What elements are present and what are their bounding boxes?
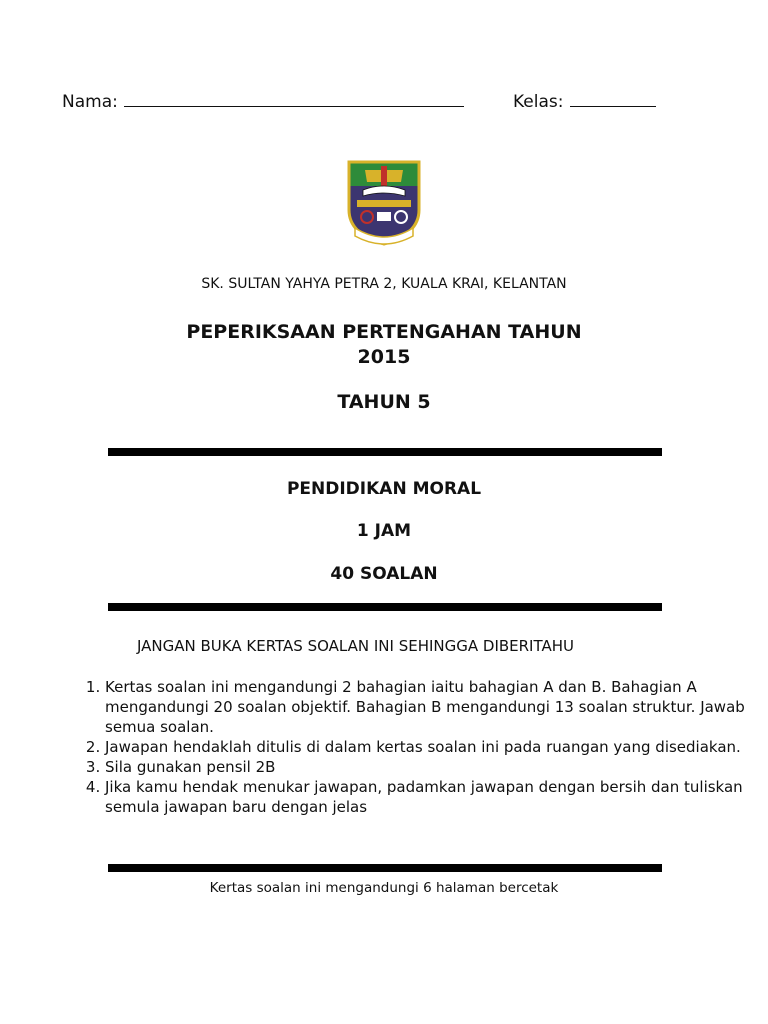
instruction-item: 3. Sila gunakan pensil 2B: [105, 757, 745, 777]
page-count-note: Kertas soalan ini mengandungi 6 halaman bercetak: [209, 880, 559, 896]
exam-title-line1: PEPERIKSAAN PERTENGAHAN TAHUN: [186, 321, 582, 343]
class-field: [513, 92, 656, 112]
subject-label: PENDIDIKAN MORAL: [286, 479, 482, 499]
question-count-label: 40 SOALAN: [330, 564, 438, 584]
name-blank-line[interactable]: [124, 92, 464, 107]
instruction-item: 4. Jika kamu hendak menukar jawapan, padamkan jawapan dengan bersih dan tuliskan semula jawapan baru dengan jelas: [105, 777, 745, 817]
divider-middle: [108, 603, 662, 611]
name-field: [62, 92, 464, 112]
warning-text: JANGAN BUKA KERTAS SOALAN INI SEHINGGA DIBERITAHU: [137, 637, 574, 655]
school-name: SK. SULTAN YAHYA PETRA 2, KUALA KRAI, KELANTAN: [201, 276, 567, 292]
instruction-item: 2. Jawapan hendaklah ditulis di dalam kertas soalan ini pada ruangan yang disediakan.: [105, 737, 745, 757]
class-label: Kelas:: [513, 92, 564, 112]
divider-bottom: [108, 864, 662, 872]
exam-title: [0, 320, 768, 370]
grade-label: TAHUN 5: [337, 391, 431, 413]
duration-label: 1 JAM: [356, 521, 412, 541]
exam-title-year: 2015: [357, 346, 411, 368]
name-label: Nama:: [62, 92, 118, 112]
instruction-item: 1. Kertas soalan ini mengandungi 2 bahagian iaitu bahagian A dan B. Bahagian A mengandungi 20 soalan objektif. Bahagian B mengandungi 13 soalan struktur. Jawab semua soalan.: [105, 677, 745, 737]
class-blank-line[interactable]: [570, 92, 656, 107]
instruction-list: [80, 677, 745, 817]
school-crest-logo: [345, 156, 423, 252]
divider-top: [108, 448, 662, 456]
